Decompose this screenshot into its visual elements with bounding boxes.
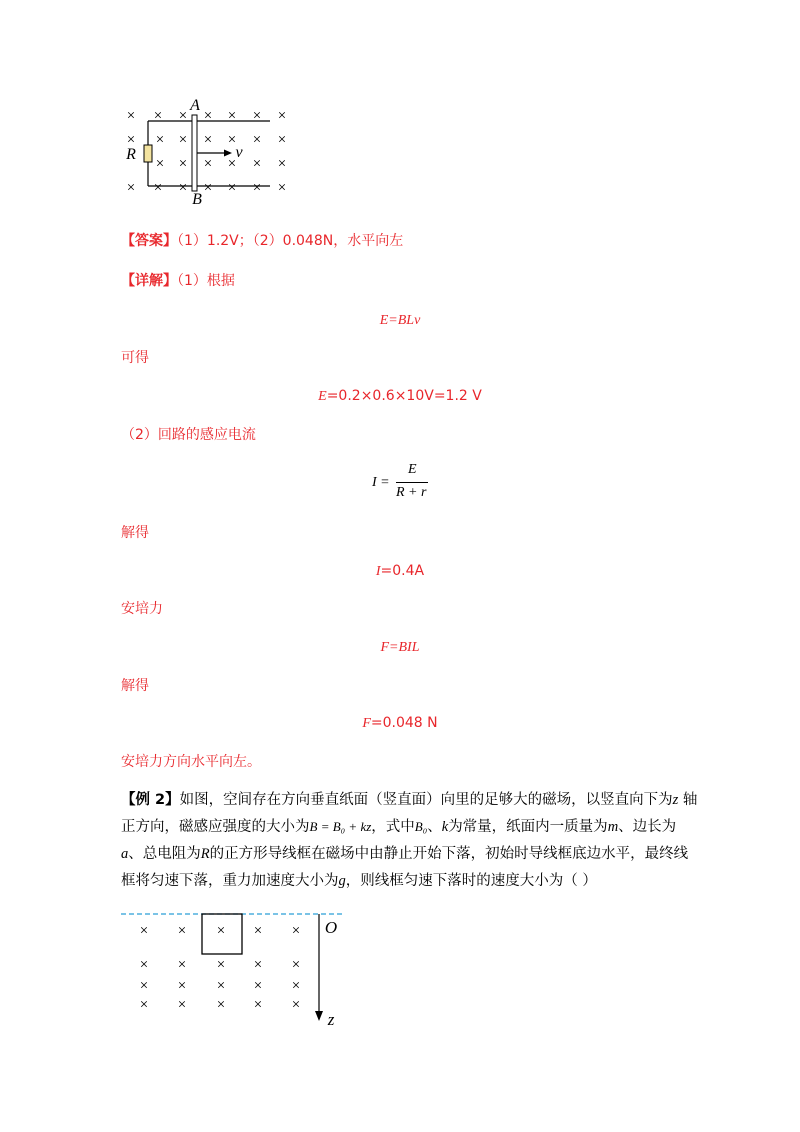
example2-tag: 【例 2】 (121, 792, 180, 808)
fraction-bar (396, 482, 428, 483)
text-fragment: E (379, 313, 389, 328)
field-cross: × (139, 923, 149, 939)
conducting-rod (192, 115, 197, 191)
example2-line1 (121, 791, 697, 809)
text-fragment: ，则线框匀速下落时的速度大小为（ ） (345, 873, 597, 889)
field-cross: × (253, 997, 263, 1013)
text-fragment: =0.4A (380, 563, 425, 579)
field-cross: × (203, 132, 213, 148)
text-fragment: 如图，空间存在方向垂直纸面（竖直面）向里的足够大的磁场，以竖直向下为 (179, 792, 673, 808)
fraction-lhs: I = (372, 475, 390, 490)
text-fragment: 、总电阻为 (128, 846, 201, 862)
label-z: z (327, 1010, 335, 1029)
equation-i-value (0, 562, 800, 581)
text-fragment: =BLv (388, 313, 421, 328)
example2-line4 (121, 872, 597, 890)
answer-tag: 【答案】 (121, 233, 177, 249)
text-ampere-force: 安培力 (121, 601, 163, 617)
text-fragment: =0.048 N (370, 715, 438, 731)
field-cross: × (203, 180, 213, 196)
formula-b: B = B₀ + kz (309, 819, 372, 834)
field-cross: × (253, 957, 263, 973)
field-cross: × (216, 923, 226, 939)
text-fragment: 、 (427, 819, 442, 835)
field-cross: × (291, 978, 301, 994)
field-cross: × (277, 108, 287, 124)
text-fragment: I (375, 564, 381, 579)
field-cross: × (203, 156, 213, 172)
text-fragment: m (607, 819, 619, 835)
equation-current-fraction (372, 462, 432, 506)
text-fragment: 的正方形导线框在磁场中由静止开始下落，初始时导线框底边水平，最终线 (209, 846, 689, 862)
text-fragment: k (441, 819, 449, 835)
field-cross: × (177, 957, 187, 973)
field-cross: × (178, 180, 188, 196)
detail-tag: 【详解】 (121, 273, 177, 289)
fraction-denominator: R + r (396, 485, 427, 500)
text-fragment: =BIL (389, 640, 420, 655)
example2-line2 (121, 818, 676, 836)
answer-line (121, 232, 403, 250)
text-fragment: R (200, 846, 210, 862)
field-cross: × (126, 180, 136, 196)
text-fragment: 框将匀速下落，重力加速度大小为 (121, 873, 339, 889)
field-cross: × (126, 132, 136, 148)
field-cross: × (177, 923, 187, 939)
text-fragment: ，式中 (371, 819, 415, 835)
text-fragment: 、边长为 (618, 819, 677, 835)
field-cross: × (253, 978, 263, 994)
fraction-numerator: E (408, 462, 417, 477)
equation-f-value (0, 714, 800, 733)
label-b: B (192, 191, 202, 205)
field-cross: × (216, 978, 226, 994)
field-cross: × (291, 997, 301, 1013)
field-cross: × (139, 997, 149, 1013)
field-cross: × (155, 156, 165, 172)
equation-f-bil (0, 638, 800, 657)
field-cross: × (203, 108, 213, 124)
field-cross: × (253, 923, 263, 939)
label-v: v (235, 144, 243, 161)
field-cross: × (178, 108, 188, 124)
field-cross: × (178, 132, 188, 148)
field-cross: × (227, 180, 237, 196)
figure-falling-frame (115, 905, 355, 1030)
text-fragment: 为常量，纸面内一质量为 (448, 819, 608, 835)
field-cross: × (178, 156, 188, 172)
field-cross: × (177, 997, 187, 1013)
field-cross: × (227, 132, 237, 148)
text-jiede-1: 解得 (121, 525, 149, 541)
field-cross: × (216, 957, 226, 973)
text-induced-current: （2）回路的感应电流 (121, 427, 256, 443)
figure-rail-circuit (110, 95, 310, 205)
text-fragment: 轴 (678, 792, 698, 808)
field-cross: × (216, 997, 226, 1013)
field-cross: × (227, 108, 237, 124)
text-fragment: a (121, 846, 129, 862)
text-kede-1: 可得 (121, 350, 149, 366)
field-cross: × (277, 132, 287, 148)
field-cross: × (126, 108, 136, 124)
field-cross: × (139, 978, 149, 994)
text-fragment: =0.2×0.6×10V=1.2 V (326, 388, 482, 404)
detail-line (121, 272, 235, 290)
text-fragment: z (672, 792, 679, 808)
equation-e-value (0, 387, 800, 406)
text-fragment: E (318, 389, 327, 404)
field-cross: × (252, 132, 262, 148)
field-cross: × (153, 108, 163, 124)
text-fragment: B₀ (414, 819, 428, 834)
field-cross: × (252, 180, 262, 196)
field-cross: × (153, 180, 163, 196)
field-cross: × (155, 132, 165, 148)
field-cross: × (291, 957, 301, 973)
text-fragment: 正方向，磁感应强度的大小为 (121, 819, 310, 835)
text-jiede-2: 解得 (121, 678, 149, 694)
text-fragment: F (362, 716, 371, 731)
text-force-direction: 安培力方向水平向左。 (121, 754, 261, 770)
resistor (144, 145, 152, 162)
text-fragment: F (380, 640, 390, 655)
field-cross: × (177, 978, 187, 994)
field-cross: × (227, 156, 237, 172)
equation-e-blv (0, 311, 800, 330)
label-o: O (324, 918, 338, 937)
field-cross: × (291, 923, 301, 939)
field-cross: × (252, 156, 262, 172)
z-axis-arrowhead (315, 1011, 323, 1021)
example2-line3 (121, 845, 688, 863)
text-fragment: g (338, 873, 346, 889)
label-r: R (126, 146, 136, 163)
detail-text: （1）根据 (177, 273, 235, 289)
field-cross: × (139, 957, 149, 973)
label-a: A (190, 97, 200, 114)
field-cross: × (277, 180, 287, 196)
field-cross: × (277, 156, 287, 172)
answer-text: （1）1.2V；（2）0.048N，水平向左 (177, 233, 404, 249)
field-cross: × (252, 108, 262, 124)
